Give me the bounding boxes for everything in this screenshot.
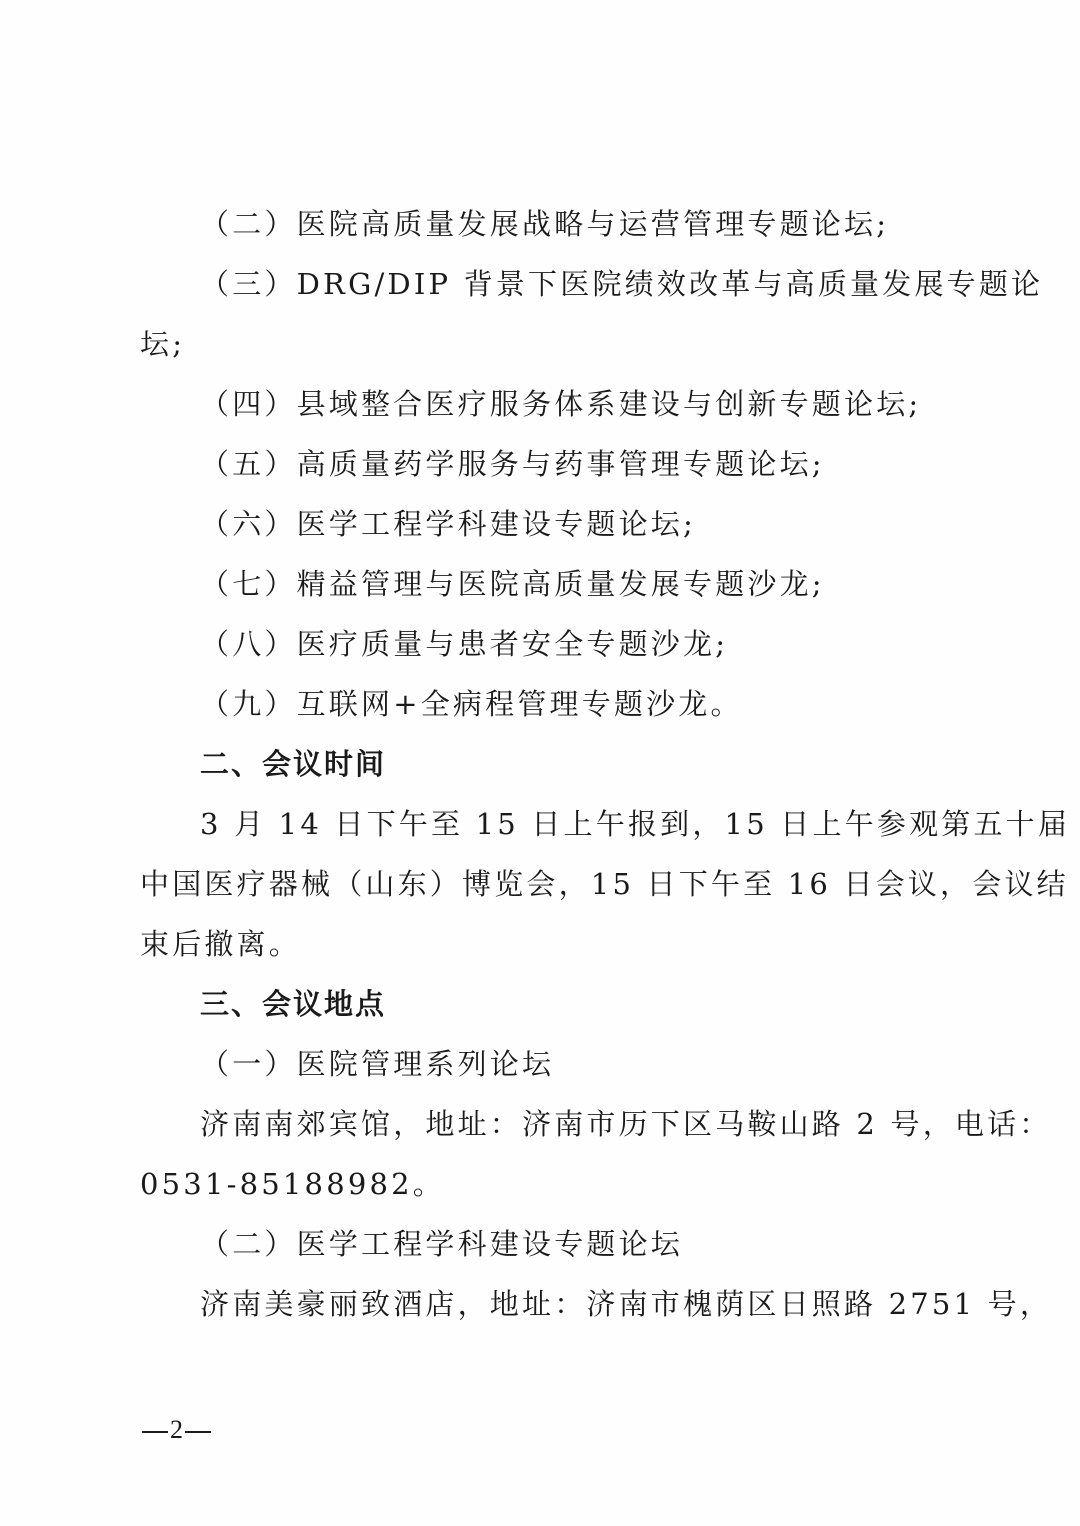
forum-item-4: （四）县域整合医疗服务体系建设与创新专题论坛;	[200, 387, 922, 421]
forum-item-3-continued: 坛;	[140, 327, 186, 361]
venue-subheading-2: （二）医学工程学科建设专题论坛	[200, 1227, 684, 1261]
forum-item-2: （二）医院高质量发展战略与运营管理专题论坛;	[200, 207, 890, 241]
section-heading-meeting-time: 二、会议时间	[200, 747, 387, 781]
meeting-time-text-line-2: 中国医疗器械（山东）博览会，15 日下午至 16 日会议，会议结	[140, 867, 1069, 901]
venue-1-address-line-2: 0531-85188982。	[140, 1167, 446, 1201]
venue-1-address-line-1: 济南南郊宾馆，地址：济南市历下区马鞍山路 2 号，电话：	[200, 1107, 1052, 1141]
page-footer	[140, 1412, 213, 1448]
salon-item-9: （九）互联网+全病程管理专题沙龙。	[200, 687, 743, 721]
salon-item-8: （八）医疗质量与患者安全专题沙龙;	[200, 627, 729, 661]
footer-dash-left	[142, 1431, 168, 1433]
venue-2-address-line-1: 济南美豪丽致酒店，地址：济南市槐荫区日照路 2751 号，	[200, 1287, 1053, 1321]
forum-item-3: （三）DRG/DIP 背景下医院绩效改革与高质量发展专题论	[200, 267, 1044, 301]
salon-item-7: （七）精益管理与医院高质量发展专题沙龙;	[200, 567, 825, 601]
forum-item-5: （五）高质量药学服务与药事管理专题论坛;	[200, 447, 825, 481]
meeting-time-text-line-3: 束后撤离。	[140, 927, 302, 961]
footer-dash-right	[185, 1431, 211, 1433]
meeting-time-text-line-1: 3 月 14 日下午至 15 日上午报到，15 日上午参观第五十届	[200, 807, 1071, 841]
venue-subheading-1: （一）医院管理系列论坛	[200, 1047, 555, 1081]
forum-item-6: （六）医学工程学科建设专题论坛;	[200, 507, 696, 541]
page-number: 2	[170, 1415, 183, 1444]
section-heading-meeting-venue: 三、会议地点	[200, 987, 387, 1021]
